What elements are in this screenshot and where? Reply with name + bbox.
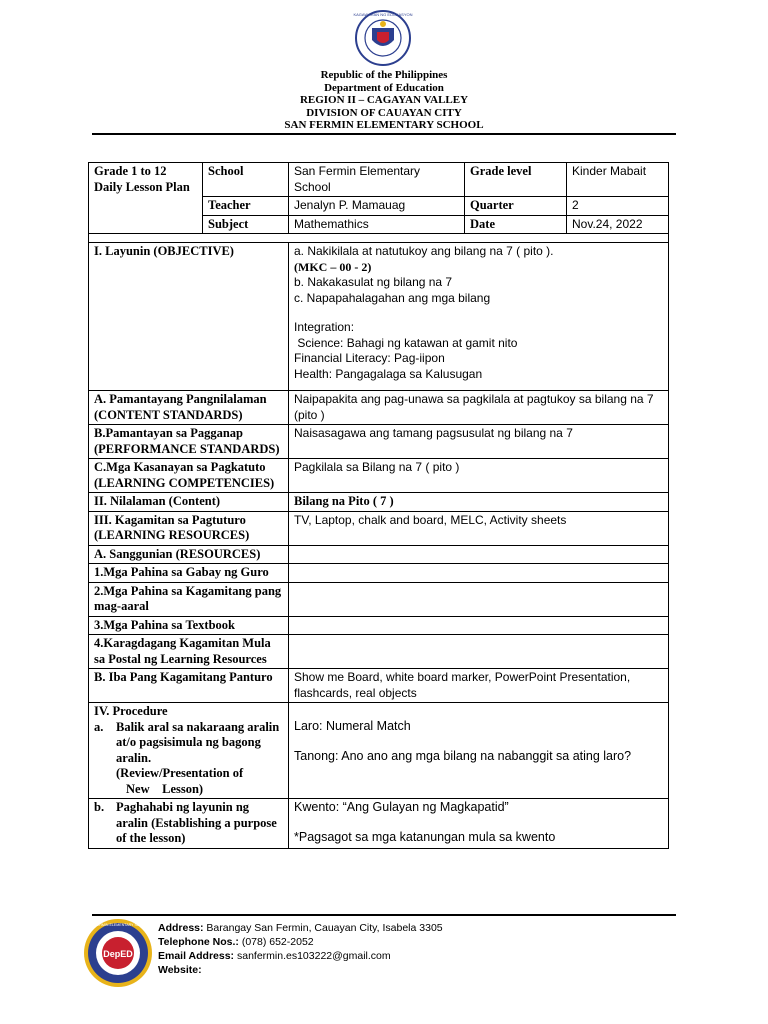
- grade-level-label: Grade level: [465, 163, 567, 197]
- objective-content: [289, 243, 669, 391]
- content-standards-row: [89, 391, 669, 425]
- header-department: Department of Education: [324, 81, 444, 94]
- iba-pang-kagamitan-label: B. Iba Pang Kagamitang Panturo: [89, 669, 289, 703]
- content-standards-label: A. Pamantayang Pangnilalaman (CONTENT STANDARDS): [89, 391, 289, 425]
- email-label: Email Address:: [158, 950, 235, 962]
- procedure-b-number: b.: [94, 800, 105, 814]
- sanggunian-row: [89, 545, 669, 564]
- procedure-a-text: Balik aral sa nakaraang aralin at/o pagsisimula ng bagong aralin.: [116, 719, 280, 765]
- performance-standards-label: B.Pamantayan sa Pagganap (PERFORMANCE STANDARDS): [89, 425, 289, 459]
- learning-competencies-label: C.Mga Kasanayan sa Pagkatuto (LEARNING COMPETENCIES): [89, 459, 289, 493]
- textbook-label: 3.Mga Pahina sa Textbook: [89, 616, 289, 635]
- learning-resources-portal-value: [289, 635, 669, 669]
- objective-c: c. Napapahalagahan ang mga bilang: [294, 290, 491, 305]
- learning-competencies-value: Pagkilala sa Bilang na 7 ( pito ): [289, 459, 669, 493]
- integration-science: Science: Bahagi ng katawan at gamit nito: [294, 335, 518, 350]
- learning-resources-portal-row: [89, 635, 669, 669]
- school-logo: [82, 917, 154, 989]
- integration-financial: Financial Literacy: Pag-iipon: [294, 351, 445, 365]
- header-school: SAN FERMIN ELEMENTARY SCHOOL: [284, 119, 484, 132]
- sanggunian-value: [289, 545, 669, 564]
- learning-resources-portal-label: 4.Karagdagang Kagamitan Mula sa Postal ng Learning Resources: [89, 635, 289, 669]
- subject-value: Mathemathics: [289, 215, 465, 234]
- procedure-b-text: Paghahabi ng layunin ng aralin (Establishing a purpose of the lesson): [116, 800, 277, 845]
- school-label: School: [203, 163, 289, 197]
- content-label: II. Nilalaman (Content): [89, 493, 289, 512]
- quarter-value: 2: [567, 197, 669, 216]
- kagamitang-magaaral-value: [289, 582, 669, 616]
- svg-text:DepED: DepED: [103, 949, 133, 959]
- procedure-a-value: [289, 703, 669, 799]
- header-region: REGION II – CAGAYAN VALLEY: [299, 94, 469, 107]
- teacher-label: Teacher: [203, 197, 289, 216]
- textbook-value: [289, 616, 669, 635]
- footer-contact: [158, 921, 443, 977]
- telephone-value: (078) 652-2052: [238, 936, 314, 948]
- deped-seal-logo: [346, 10, 420, 66]
- procedure-a-sub2: New Lesson): [126, 781, 204, 796]
- procedure-b-value1: Kwento: “Ang Gulayan ng Magkapatid”: [294, 800, 509, 814]
- content-standards-value: Naipapakita ang pag-unawa sa pagkilala at pagtukoy sa bilang na 7 (pito ): [289, 391, 669, 425]
- header-republic: Republic of the Philippines: [320, 69, 448, 81]
- seal-text: KAGAWARAN NG EDUKASYON: [353, 12, 413, 17]
- date-label: Date: [465, 215, 567, 234]
- school-value: San Fermin Elementary School: [289, 163, 465, 197]
- procedure-a-number: a.: [94, 719, 104, 734]
- content-row: [89, 493, 669, 512]
- learning-competencies-row: [89, 459, 669, 493]
- address-label: Address:: [158, 922, 204, 934]
- email-value: sanfermin.es103222@gmail.com: [234, 950, 391, 962]
- subject-label: Subject: [203, 215, 289, 234]
- procedure-b-row: [89, 799, 669, 849]
- website-label: Website:: [158, 964, 202, 976]
- iba-pang-kagamitan-value: Show me Board, white board marker, PowerPoint Presentation, flashcards, real objects: [289, 669, 669, 703]
- quarter-label: Quarter: [465, 197, 567, 216]
- procedure-heading: IV. Procedure: [94, 704, 168, 718]
- objective-row: [89, 243, 669, 391]
- procedure-a-value2: Tanong: Ano ano ang mga bilang na nabanggit sa ating laro?: [294, 748, 632, 763]
- integration-health: Health: Pangagalaga sa Kalusugan: [294, 366, 483, 381]
- integration-label: Integration:: [294, 320, 355, 334]
- dll-title: Grade 1 to 12 Daily Lesson Plan: [89, 163, 203, 234]
- teacher-value: Jenalyn P. Mamauag: [289, 197, 465, 216]
- footer-divider: [92, 914, 676, 916]
- procedure-a-value1: Laro: Numeral Match: [294, 719, 411, 733]
- procedure-b-value: [289, 799, 669, 849]
- gabay-guro-value: [289, 564, 669, 583]
- letterhead: [0, 69, 768, 132]
- content-value: Bilang na Pito ( 7 ): [289, 493, 669, 512]
- iba-pang-kagamitan-row: [89, 669, 669, 703]
- gabay-guro-label: 1.Mga Pahina sa Gabay ng Guro: [89, 564, 289, 583]
- date-value: Nov.24, 2022: [567, 215, 669, 234]
- procedure-a-sub1: (Review/Presentation of: [116, 766, 244, 780]
- telephone-label: Telephone Nos.:: [158, 936, 239, 948]
- performance-standards-value: Naisasagawa ang tamang pagsusulat ng bilang na 7: [289, 425, 669, 459]
- objective-a: a. Nakikilala at natutukoy ang bilang na 7 ( pito ).: [294, 244, 554, 258]
- kagamitang-magaaral-row: [89, 582, 669, 616]
- header-divider: [92, 133, 676, 135]
- procedure-a-label: [89, 703, 289, 799]
- gabay-guro-row: [89, 564, 669, 583]
- procedure-b-label: [89, 799, 289, 849]
- kagamitang-magaaral-label: 2.Mga Pahina sa Kagamitang pang mag-aaral: [89, 582, 289, 616]
- learning-resources-label: III. Kagamitan sa Pagtuturo (LEARNING RESOURCES): [89, 511, 289, 545]
- sanggunian-label: A. Sanggunian (RESOURCES): [89, 545, 289, 564]
- procedure-b-value2: *Pagsagot sa mga katanungan mula sa kwento: [294, 829, 556, 844]
- grade-level-value: Kinder Mabait: [567, 163, 669, 197]
- objective-mkc: (MKC – 00 - 2): [294, 259, 372, 274]
- textbook-row: [89, 616, 669, 635]
- objective-label: I. Layunin (OBJECTIVE): [89, 243, 289, 391]
- info-row: [89, 163, 669, 197]
- address-value: Barangay San Fermin, Cauayan City, Isabela 3305: [203, 922, 443, 934]
- header-division: DIVISION OF CAUAYAN CITY: [306, 106, 462, 119]
- learning-resources-value: TV, Laptop, chalk and board, MELC, Activity sheets: [289, 511, 669, 545]
- learning-resources-row: [89, 511, 669, 545]
- daily-lesson-plan-table: [88, 162, 669, 849]
- performance-standards-row: [89, 425, 669, 459]
- procedure-a-row: [89, 703, 669, 799]
- objective-b: b. Nakakasulat ng bilang na 7: [294, 275, 453, 289]
- school-logo-text: SAN FERMIN ELEMENTARY SCHOOL: [86, 923, 150, 927]
